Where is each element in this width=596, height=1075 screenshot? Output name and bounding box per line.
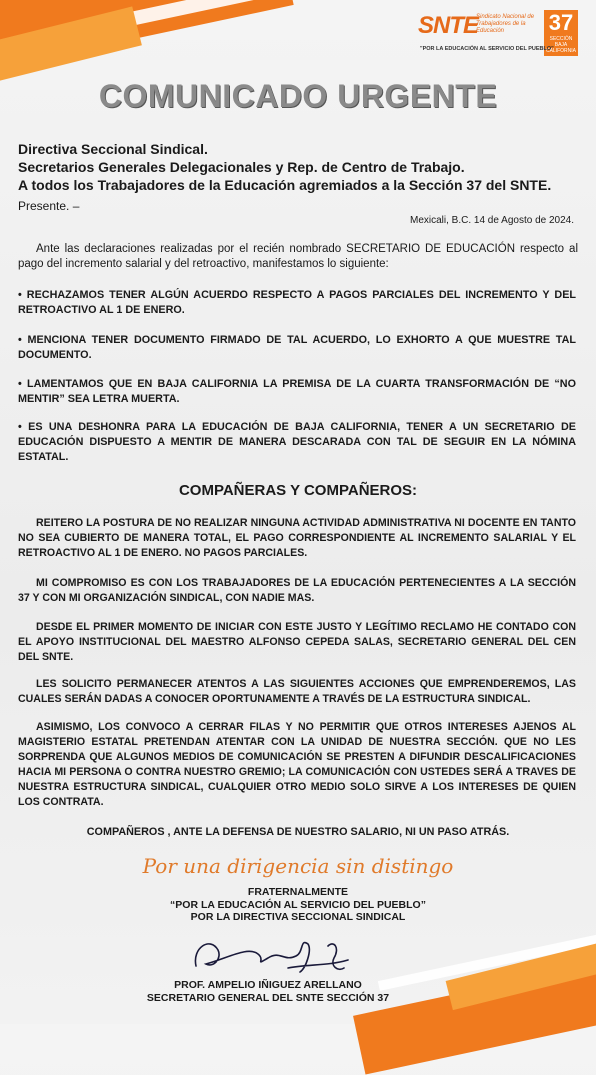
fraternal-line: “POR LA EDUCACIÓN AL SERVICIO DEL PUEBLO”	[170, 898, 426, 911]
signer-position: SECRETARIO GENERAL DEL SNTE SECCIÓN 37	[146, 991, 390, 1004]
body-paragraph: ASIMISMO, LOS CONVOCO A CERRAR FILAS Y NO PERMITIR QUE OTROS INTERESES AJENOS AL MAGISTERIO ESTATAL PRETENDAN ATENTAR CON LA UNIDAD DE NUESTRA SECCIÓN. QUE NO LES SORPRENDA QUE ALGUNOS MEDIOS DE COMUNICACIÓN SE PRESTEN A DIFUNDIR DESCALIFICACIONES HACIA MI PERSONA O CONTRA NUESTRO GREMIO; LA COMUNICACIÓN CON USTEDES SERÁ A TRAVES DE NUESTRA ESTRUCTURA SINDICAL, CUALQUIER OTRO MEDIO SOLO SIRVE A LOS INTERESES DE QUIEN LOS CONTRATA.	[18, 721, 576, 808]
bullet-item: • RECHAZAMOS TENER ALGÚN ACUERDO RESPECTO A PAGOS PARCIALES DEL INCREMENTO Y DEL RETROACTIVO AL 1 DE ENERO.	[18, 289, 576, 316]
addressee-line: Directiva Seccional Sindical.	[18, 141, 208, 157]
signer-block	[0, 979, 536, 1004]
addressee-line: A todos los Trabajadores de la Educación agremiados a la Sección 37 del SNTE.	[18, 177, 552, 193]
logo-snte: SNTE	[418, 12, 479, 39]
bullet-item: • ES UNA DESHONRA PARA LA EDUCACIÓN DE BAJA CALIFORNIA, TENER A UN SECRETARIO DE EDUCACIÓN DISPUESTO A MENTIR DE MANERA DESCARADA CON TAL DE SEGUIR EN LA NÓMINA ESTATAL.	[18, 421, 576, 463]
logo-number: 37	[548, 10, 574, 35]
body-paragraph: MI COMPROMISO ES CON LOS TRABAJADORES DE LA EDUCACIÓN PERTENECIENTES A LA SECCIÓN 37 Y CON MI ORGANIZACIÓN SINDICAL, CON NADIE MAS.	[18, 577, 576, 604]
closing-line: COMPAÑEROS , ANTE LA DEFENSA DE NUESTRO SALARIO, NI UN PASO ATRÁS.	[86, 826, 510, 838]
signature	[188, 928, 358, 980]
subheading: COMPAÑERAS Y COMPAÑEROS:	[178, 482, 418, 499]
page-title: COMUNICADO URGENTE	[98, 78, 498, 114]
fraternal-line: FRATERNALMENTE	[247, 886, 349, 898]
bullet-item: • LAMENTAMOS QUE EN BAJA CALIFORNIA LA PREMISA DE LA CUARTA TRANSFORMACIÓN DE “NO MENTIR” SEA LETRA MUERTA.	[18, 378, 576, 405]
logo-slogan: "POR LA EDUCACIÓN AL SERVICIO DEL PUEBLO"	[420, 46, 554, 52]
fraternal-line: POR LA DIRECTIVA SECCIONAL SINDICAL	[190, 911, 406, 923]
body-paragraph: DESDE EL PRIMER MOMENTO DE INICIAR CON ESTE JUSTO Y LEGÍTIMO RECLAMO HE CONTADO CON EL APOYO INSTITUCIONAL DEL MAESTRO ALFONSO CEPEDA SALAS, SECRETARIO GENERAL DEL CEN DEL SNTE.	[18, 621, 576, 663]
snte-logo	[418, 10, 578, 60]
date-line: Mexicali, B.C. 14 de Agosto de 2024.	[410, 215, 574, 226]
intro-paragraph: Ante las declaraciones realizadas por el recién nombrado SECRETARIO DE EDUCACIÓN respecto al pago del incremento salarial y del retroactivo, manifestamos lo siguiente:	[18, 243, 578, 270]
logo-region: BAJA CALIFORNIA	[545, 42, 576, 54]
motto: Por una dirigencia sin distingo	[142, 854, 454, 878]
addressee-line: Secretarios Generales Delegacionales y Rep. de Centro de Trabajo.	[18, 159, 465, 175]
logo-subtitle: Sindicato Nacional de Trabajadores de la Educación	[476, 14, 535, 34]
body-paragraph: LES SOLICITO PERMANECER ATENTOS A LAS SIGUIENTES ACCIONES QUE EMPRENDEREMOS, LAS CUALES SERÁN DADAS A CONOCER OPORTUNAMENTE A TRAVÉS DE LA ESTRUCTURA SINDICAL.	[18, 678, 576, 705]
addressees	[18, 140, 588, 194]
signer-name: PROF. AMPELIO IÑIGUEZ ARELLANO	[174, 979, 362, 991]
bullet-item: • MENCIONA TENER DOCUMENTO FIRMADO DE TAL ACUERDO, LO EXHORTO A QUE MUESTRE TAL DOCUMENTO.	[18, 334, 576, 361]
body-paragraph: REITERO LA POSTURA DE NO REALIZAR NINGUNA ACTIVIDAD ADMINISTRATIVA NI DOCENTE EN TANTO NO SEA CUBIERTO DE MANERA TOTAL, EL PAGO CORRESPONDIENTE AL INCREMENTO SALARIAL Y EL RETROACTIVO AL 1 DE ENERO. NO PAGOS PARCIALES.	[18, 517, 576, 559]
presente: Presente. –	[18, 199, 80, 213]
logo-section: SECCIÓN	[549, 36, 573, 42]
fraternal-block	[0, 886, 596, 924]
